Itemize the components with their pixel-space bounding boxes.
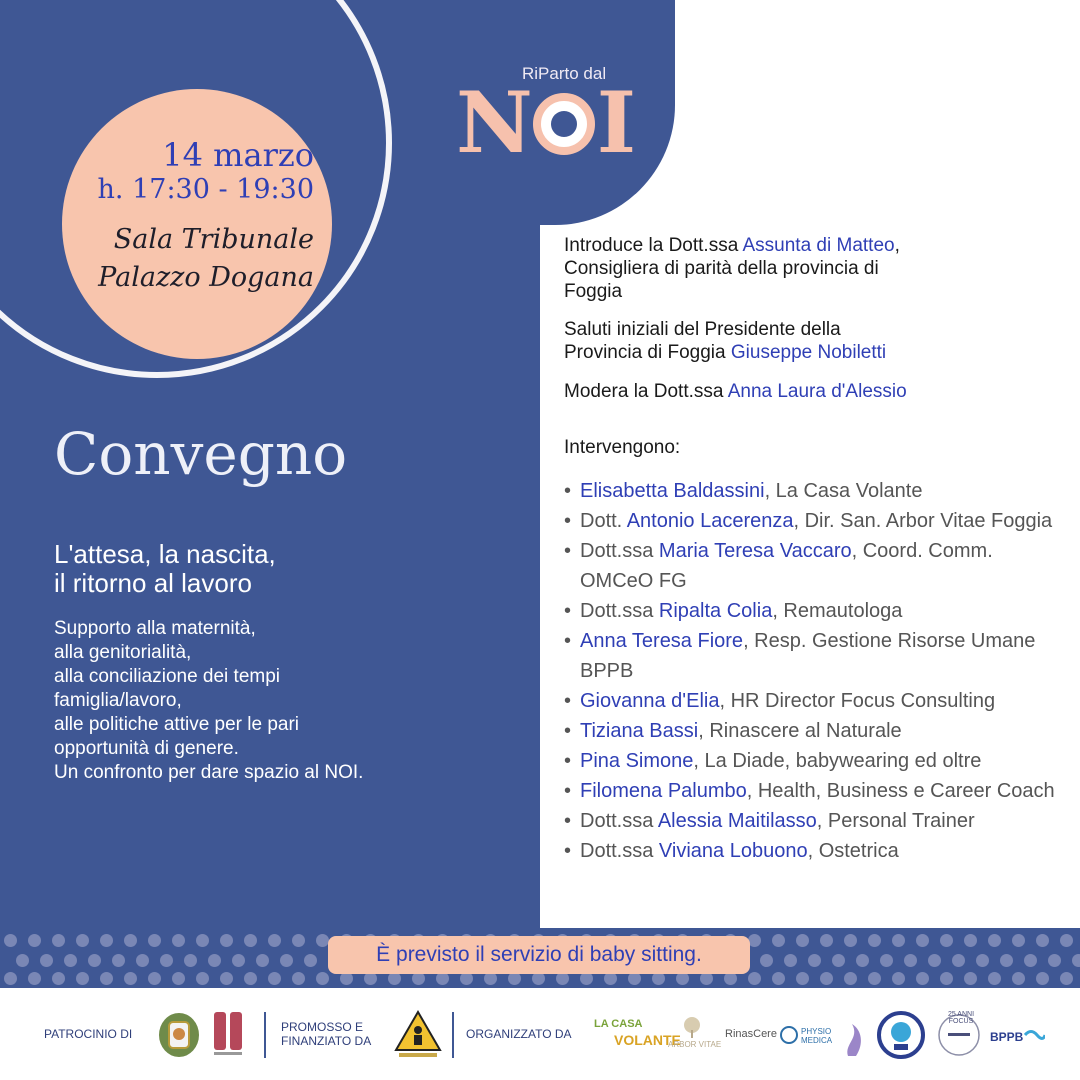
desc-line: Un confronto per dare spazio al NOI. [54,762,364,783]
pattern-dot [124,934,137,947]
pattern-dot [772,934,785,947]
pattern-dot [868,972,881,985]
speaker-role: , Personal Trainer [816,810,975,832]
pattern-dot [4,934,17,947]
logo-arbor: ARBOR VITAE [668,1040,722,1049]
patrocinio-label: PATROCINIO DI [44,1027,133,1041]
pattern-dot [988,934,1001,947]
logo-letter-i: I [596,73,635,172]
speaker-name: Anna Teresa Fiore [580,630,744,652]
saluti-block [564,318,886,364]
pattern-dot [1012,972,1025,985]
speaker-role: , Resp. Gestione Risorse Umane BPPB [580,630,1036,682]
speaker-name: Elisabetta Baldassini [580,480,765,502]
pattern-dot [124,972,137,985]
pattern-dot [172,934,185,947]
intro-line2: Consigliera di parità della provincia di [564,258,879,279]
pattern-dot [172,972,185,985]
page-title: Convegno [54,420,348,488]
pattern-dot [28,972,41,985]
pattern-dot [196,972,209,985]
pattern-dot [88,954,101,967]
speaker-name: Maria Teresa Vaccaro [658,540,852,562]
pattern-dot [880,954,893,967]
speaker-name: Pina Simone [580,750,694,772]
pattern-dot [892,972,905,985]
speaker-role: , La Diade, babywearing ed oltre [693,750,982,772]
pattern-dot [304,954,317,967]
pattern-dot [796,972,809,985]
intro-line3: Foggia [564,281,623,302]
subtitle [54,540,276,598]
pattern-dot [112,954,125,967]
list-item [564,626,1064,686]
desc-line: opportunità di genere. [54,738,239,759]
logo-rinascere: RinasCere [725,1028,777,1040]
speaker-prefix: Dott.ssa [580,600,659,622]
speaker-name: Tiziana Bassi [580,720,699,742]
pattern-dot [748,972,761,985]
pattern-dot [964,972,977,985]
logo-focus: 25 ANNI FOCUS [947,1011,975,1025]
pattern-dot [988,972,1001,985]
speaker-role: , Dir. San. Arbor Vitae Foggia [793,510,1053,532]
pattern-dot [16,954,29,967]
pattern-dot [1036,972,1049,985]
bppb-wave-icon [1023,1026,1045,1044]
speaker-role: , Rinascere al Naturale [698,720,902,742]
speaker-name: Ripalta Colia [658,600,773,622]
modera-name: Anna Laura d'Alessio [727,381,907,402]
pattern-dot [244,972,257,985]
list-item [564,836,1064,866]
saluti-line2 [564,341,886,364]
speaker-name: Viviana Lobuono [658,840,808,862]
speaker-name: Filomena Palumbo [580,780,747,802]
speaker-name: Giovanna d'Elia [580,690,720,712]
pattern-dot [1060,934,1073,947]
pattern-dot [256,954,269,967]
pattern-dot [1024,954,1037,967]
promosso-label [281,1020,371,1048]
pattern-dot [916,972,929,985]
pattern-dot [160,954,173,967]
pattern-dot [184,954,197,967]
pattern-dot [928,954,941,967]
pattern-dot [268,934,281,947]
speaker-role: , Remautologa [772,600,903,622]
pattern-dot [100,934,113,947]
organizzato-label: ORGANIZZATO DA [466,1027,572,1041]
physio-icon [780,1026,798,1044]
pattern-dot [1048,954,1061,967]
desc-line: famiglia/lavoro, [54,690,182,711]
comune-crest-icon [156,1010,202,1060]
pattern-dot [976,954,989,967]
speaker-role: , Coord. Comm. OMCeO FG [580,540,993,592]
pattern-dot [844,972,857,985]
list-item [564,536,1064,596]
logo-lacasa: LA CASA [594,1018,643,1030]
baby-icon [533,93,595,155]
pattern-dot [844,934,857,947]
logo-bppb: BPPB [990,1030,1024,1044]
logo-tagline: RiParto dal [522,64,607,83]
pattern-dot [220,972,233,985]
modera-block [564,380,907,403]
pattern-dot [1000,954,1013,967]
pattern-dot [280,954,293,967]
pattern-dot [196,934,209,947]
list-item [564,746,1064,776]
pattern-dot [1072,954,1080,967]
pattern-dot [220,934,233,947]
pattern-dot [760,954,773,967]
description [54,617,363,785]
pattern-dot [940,972,953,985]
desc-line: alla conciliazione dei tempi [54,666,281,687]
speaker-prefix: Dott.ssa [580,840,659,862]
speaker-role: , Ostetrica [807,840,899,862]
list-item [564,476,1064,506]
subtitle-line1: L'attesa, la nascita, [54,539,276,569]
pattern-dot [76,934,89,947]
speaker-prefix: Dott.ssa [580,540,659,562]
speaker-prefix: Dott. [580,510,627,532]
baby-sitting-notice: È previsto il servizio di baby sitting. [328,936,750,974]
intro-line1 [564,234,900,257]
speaker-list [564,476,1064,866]
logo-letter-n: N [456,73,531,172]
pattern-dot [316,972,329,985]
desc-line: Supporto alla maternità, [54,618,256,639]
pattern-dot [904,954,917,967]
pattern-dot [1036,934,1049,947]
pattern-dot [292,972,305,985]
pattern-dot [1012,934,1025,947]
pattern-dot [40,954,53,967]
provincia-crest-icon [210,1008,246,1058]
saluti-line1: Saluti iniziali del Presidente della [564,319,841,340]
modera-prefix: Modera la Dott.ssa [564,381,728,402]
diade-icon [842,1016,868,1060]
pattern-dot [136,954,149,967]
pattern-dot [244,934,257,947]
subtitle-line2: il ritorno al lavoro [54,568,252,598]
venue-line2: Palazzo Dogana [98,262,314,293]
pattern-dot [208,954,221,967]
intro-prefix: Introduce la Dott.ssa [564,235,743,256]
speaker-role: , HR Director Focus Consulting [719,690,996,712]
pattern-dot [820,934,833,947]
list-item [564,806,1064,836]
pattern-dot [796,934,809,947]
speaker-role: , La Casa Volante [764,480,923,502]
footer-divider [452,1012,454,1058]
event-date: 14 marzo [162,136,314,174]
footer-divider [264,1012,266,1058]
speaker-name: Antonio Lacerenza [626,510,794,532]
intro-name: Assunta di Matteo [742,235,895,256]
pattern-dot [940,934,953,947]
venue-line1: Sala Tribunale [113,224,314,255]
intervengono-label: Intervengono: [564,437,681,458]
pattern-dot [868,934,881,947]
event-time: h. 17:30 - 19:30 [97,174,314,205]
promosso-line2: FINANZIATO DA [281,1034,372,1048]
pattern-dot [916,934,929,947]
desc-line: alla genitorialità, [54,642,192,663]
list-item [564,716,1064,746]
desc-line: alle politiche attive per le pari [54,714,300,735]
pattern-dot [784,954,797,967]
pattern-dot [28,934,41,947]
list-item [564,506,1064,536]
pattern-dot [964,934,977,947]
pattern-dot [148,972,161,985]
pattern-dot [148,934,161,947]
speaker-role: , Health, Business e Career Coach [746,780,1055,802]
pattern-dot [772,972,785,985]
consigliera-warning-icon [393,1008,443,1060]
saluti-prefix: Provincia di Foggia [564,342,731,363]
logo-physio: PHYSIO MEDICA [801,1027,833,1045]
promosso-line1: PROMOSSO E [281,1020,364,1034]
pattern-dot [232,954,245,967]
pattern-dot [820,972,833,985]
pattern-dot [1060,972,1073,985]
logo-volante: VOLANTE [614,1032,681,1048]
pattern-dot [268,972,281,985]
pattern-dot [952,954,965,967]
hr-focus-icon [876,1010,926,1060]
pattern-dot [64,954,77,967]
pattern-dot [52,972,65,985]
pattern-dot [808,954,821,967]
pattern-dot [292,934,305,947]
pattern-dot [892,934,905,947]
speaker-prefix: Dott.ssa [580,810,658,832]
list-item [564,686,1064,716]
pattern-dot [856,954,869,967]
saluti-name: Giuseppe Nobiletti [730,342,887,363]
pattern-dot [4,972,17,985]
list-item [564,596,1064,626]
pattern-dot [100,972,113,985]
intro-suffix: , [894,235,900,256]
pattern-dot [76,972,89,985]
tree-icon [680,1016,704,1038]
list-item [564,776,1064,806]
speaker-name: Alessia Maitilasso [657,810,817,832]
pattern-dot [832,954,845,967]
pattern-dot [52,934,65,947]
intro-block [564,234,900,303]
